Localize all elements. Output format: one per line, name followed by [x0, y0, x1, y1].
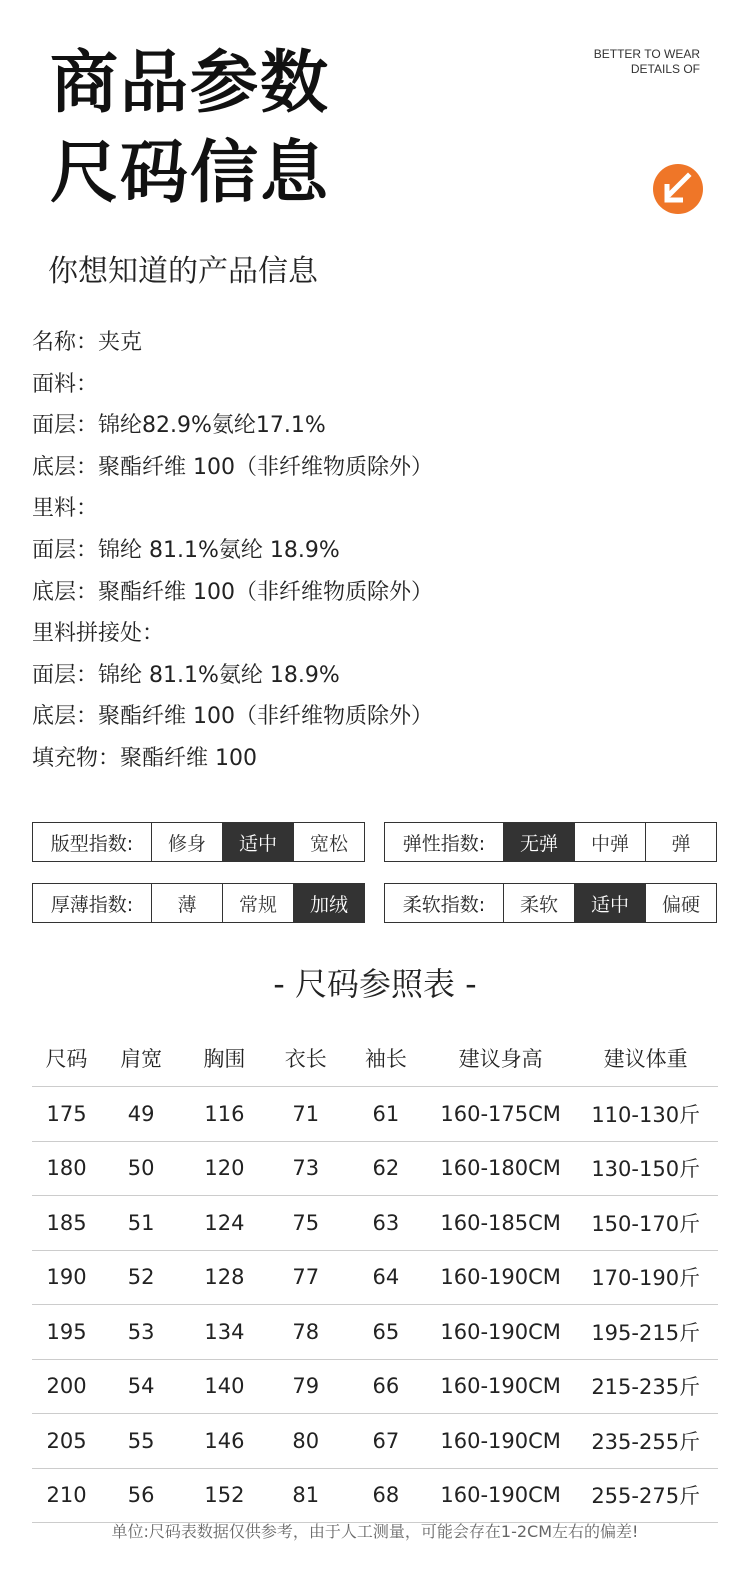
table-row	[32, 1250, 718, 1305]
table-cell: 134	[181, 1305, 267, 1360]
info-line: 面层：锦纶 81.1%氨纶 18.9%	[32, 662, 340, 688]
info-line: 里料拼接处：	[32, 621, 165, 647]
column-header: 肩宽	[120, 1047, 163, 1071]
index-option: 适中	[222, 823, 293, 861]
table-cell: 65	[344, 1305, 428, 1360]
table-cell: 160-190CM	[428, 1468, 573, 1523]
table-cell: 255-275斤	[573, 1468, 718, 1523]
index-option: 适中	[574, 884, 645, 922]
table-cell: 120	[181, 1141, 267, 1196]
table-cell: 53	[101, 1305, 181, 1360]
table-cell: 160-190CM	[428, 1250, 573, 1305]
table-cell: 146	[181, 1414, 267, 1469]
size-chart-table	[32, 1030, 718, 1523]
column-header: 衣长	[284, 1047, 327, 1071]
index-label: 厚薄指数:	[50, 893, 134, 916]
table-cell: 235-255斤	[573, 1414, 718, 1469]
index-label: 柔软指数:	[402, 893, 486, 916]
table-cell: 160-190CM	[428, 1305, 573, 1360]
table-cell: 66	[344, 1359, 428, 1414]
table-cell: 160-190CM	[428, 1414, 573, 1469]
table-row	[32, 1305, 718, 1360]
table-row	[32, 1141, 718, 1196]
index-option: 中弹	[574, 823, 645, 861]
table-cell: 61	[344, 1087, 428, 1142]
table-cell: 140	[181, 1359, 267, 1414]
thickness-index	[32, 883, 365, 923]
table-cell: 160-190CM	[428, 1359, 573, 1414]
table-cell: 200	[32, 1359, 101, 1414]
info-line: 里料：	[32, 496, 99, 522]
table-cell: 215-235斤	[573, 1359, 718, 1414]
table-cell: 210	[32, 1468, 101, 1523]
column-header: 胸围	[203, 1047, 246, 1071]
table-cell: 124	[181, 1196, 267, 1251]
table-cell: 62	[344, 1141, 428, 1196]
table-cell: 160-180CM	[428, 1141, 573, 1196]
table-row	[32, 1359, 718, 1414]
column-header: 建议体重	[603, 1047, 688, 1071]
table-cell: 75	[268, 1196, 344, 1251]
size-chart-note: 单位:尺码表数据仅供参考，由于人工测量，可能会存在1-2CM左右的偏差!	[111, 1522, 639, 1541]
index-option: 无弹	[503, 823, 574, 861]
table-cell: 51	[101, 1196, 181, 1251]
table-row	[32, 1196, 718, 1251]
table-cell: 50	[101, 1141, 181, 1196]
index-option: 偏硬	[645, 884, 716, 922]
table-cell: 150-170斤	[573, 1196, 718, 1251]
index-option: 加绒	[293, 884, 364, 922]
elasticity-index	[384, 822, 717, 862]
section-subtitle: 你想知道的产品信息	[48, 254, 318, 289]
table-cell: 52	[101, 1250, 181, 1305]
table-cell: 71	[268, 1087, 344, 1142]
table-cell: 63	[344, 1196, 428, 1251]
title-line-1: 商品参数	[50, 44, 331, 123]
table-cell: 128	[181, 1250, 267, 1305]
table-cell: 81	[268, 1468, 344, 1523]
table-cell: 79	[268, 1359, 344, 1414]
index-label: 版型指数:	[50, 832, 134, 855]
table-cell: 49	[101, 1087, 181, 1142]
info-line: 底层：聚酯纤维 100（非纤维物质除外）	[32, 579, 433, 605]
table-cell: 152	[181, 1468, 267, 1523]
table-cell: 185	[32, 1196, 101, 1251]
info-line: 名称：夹克	[32, 330, 143, 355]
title-line-2: 尺码信息	[50, 134, 331, 213]
table-cell: 68	[344, 1468, 428, 1523]
product-info-list	[32, 322, 433, 780]
index-option: 宽松	[293, 823, 364, 861]
table-cell: 130-150斤	[573, 1141, 718, 1196]
size-chart-title: - 尺码参照表 -	[273, 965, 477, 1003]
fit-index	[32, 822, 365, 862]
table-row	[32, 1468, 718, 1523]
table-cell: 195-215斤	[573, 1305, 718, 1360]
table-cell: 73	[268, 1141, 344, 1196]
index-option: 薄	[151, 884, 222, 922]
info-line: 面料：	[32, 371, 99, 397]
table-row	[32, 1087, 718, 1142]
table-cell: 80	[268, 1414, 344, 1469]
table-cell: 160-175CM	[428, 1087, 573, 1142]
index-option: 柔软	[503, 884, 574, 922]
info-line: 底层：聚酯纤维 100（非纤维物质除外）	[32, 704, 433, 730]
table-cell: 56	[101, 1468, 181, 1523]
table-cell: 55	[101, 1414, 181, 1469]
down-left-arrow-icon	[652, 163, 704, 215]
column-header: 建议身高	[458, 1047, 543, 1071]
softness-index	[384, 883, 717, 923]
table-cell: 67	[344, 1414, 428, 1469]
column-header: 袖长	[364, 1047, 407, 1071]
table-cell: 78	[268, 1305, 344, 1360]
index-option: 弹	[645, 823, 716, 861]
table-cell: 160-185CM	[428, 1196, 573, 1251]
english-tagline-2: DETAILS OF	[630, 62, 700, 76]
info-line: 面层：锦纶 81.1%氨纶 18.9%	[32, 537, 340, 563]
column-header: 尺码	[45, 1047, 88, 1071]
table-cell: 54	[101, 1359, 181, 1414]
table-row	[32, 1414, 718, 1469]
index-option: 修身	[151, 823, 222, 861]
table-cell: 195	[32, 1305, 101, 1360]
info-line: 底层：聚酯纤维 100（非纤维物质除外）	[32, 454, 433, 480]
english-tagline-1: BETTER TO WEAR	[593, 47, 700, 61]
table-cell: 180	[32, 1141, 101, 1196]
table-cell: 116	[181, 1087, 267, 1142]
index-option: 常规	[222, 884, 293, 922]
table-cell: 170-190斤	[573, 1250, 718, 1305]
index-label: 弹性指数:	[402, 832, 486, 855]
table-cell: 205	[32, 1414, 101, 1469]
info-line: 填充物：聚酯纤维 100	[32, 745, 257, 771]
table-header-row	[32, 1030, 718, 1087]
table-cell: 110-130斤	[573, 1087, 718, 1142]
table-cell: 175	[32, 1087, 101, 1142]
table-cell: 64	[344, 1250, 428, 1305]
table-cell: 190	[32, 1250, 101, 1305]
info-line: 面层：锦纶82.9%氨纶17.1%	[32, 413, 326, 439]
table-cell: 77	[268, 1250, 344, 1305]
